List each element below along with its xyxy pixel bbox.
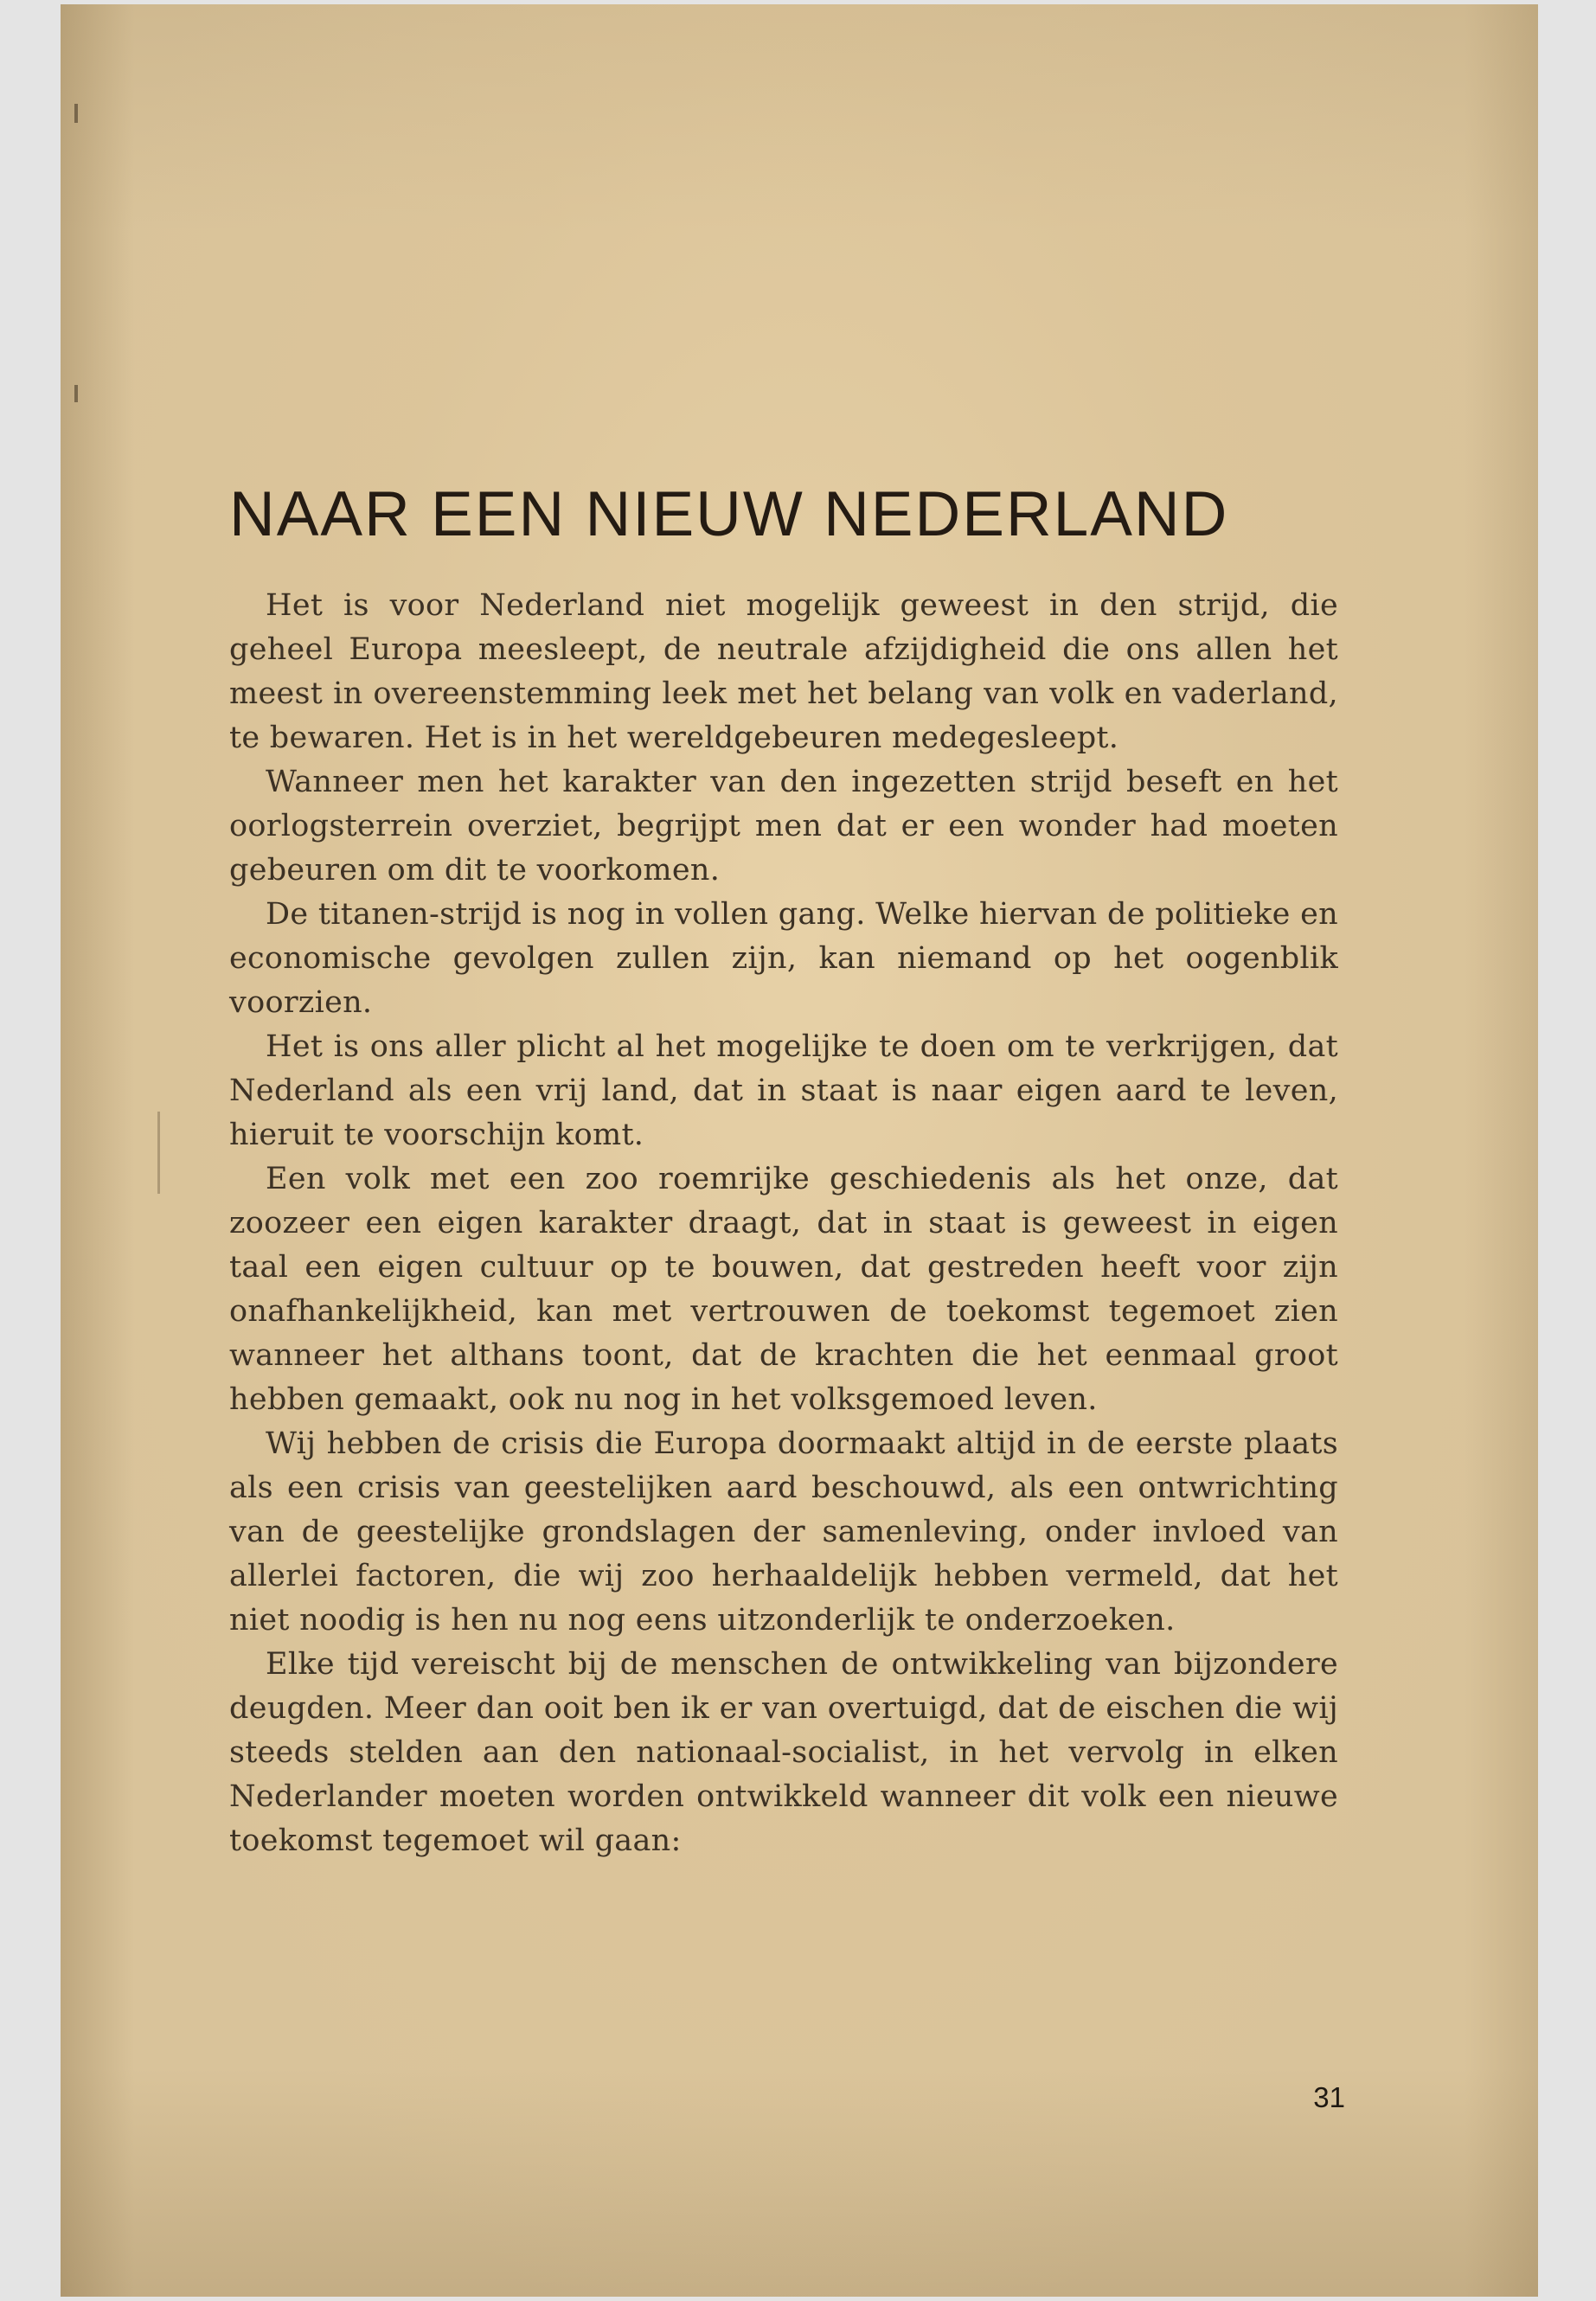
paragraph: Het is ons aller plicht al het mogelijke te doen om te verkrijgen, dat Nederland als een vrij land, dat in staat is naar eigen aard te leven, hieruit te voorschijn komt.	[229, 1029, 1338, 1152]
paragraph: Het is voor Nederland niet mogelijk geweest in den strijd, die geheel Europa meesleept, de neutrale afzijdigheid die ons allen het meest in overeenstemming leek met het belang van volk en vaderland, te bewaren. Het is in het wereldgebeuren medegesleept.	[229, 588, 1338, 755]
edge-mark	[74, 104, 78, 123]
page-title: NAAR EEN NIEUW NEDERLAND	[229, 479, 1229, 549]
paragraph: Wanneer men het karakter van den ingezetten strijd beseft en het oorlogsterrein overziet, begrijpt men dat er een wonder had moeten gebeuren om dit te voorkomen.	[229, 765, 1338, 888]
paragraph: Wij hebben de crisis die Europa doormaakt altijd in de eerste plaats als een crisis van geestelijken aard beschouwd, als een ontwrichting van de geestelijke grondslagen der samenleving, onder invloed van allerlei factoren, die wij zoo herhaaldelijk hebben vermeld, dat het niet noodig is hen nu nog eens uitzonderlijk te onderzoeken.	[229, 1426, 1338, 1638]
paragraph: De titanen-strijd is nog in vollen gang. Welke hiervan de politieke en economische gevolgen zullen zijn, kan niemand op het oogenblik voorzien.	[229, 897, 1338, 1020]
paragraph: Elke tijd vereischt bij de menschen de ontwikkeling van bijzondere deugden. Meer dan ooit ben ik er van overtuigd, dat de eischen die wij steeds stelden aan den nationaal-socialist, in het vervolg in elken Nederlander moeten worden ontwikkeld wanneer dit volk een nieuwe toekomst tegemoet wil gaan:	[229, 1647, 1338, 1858]
edge-mark	[157, 1112, 160, 1194]
page-number: 31	[1313, 2081, 1345, 2113]
edge-mark	[74, 385, 78, 402]
body-text	[229, 584, 1338, 1863]
paragraph: Een volk met een zoo roemrijke geschiedenis als het onze, dat zoozeer een eigen karakter draagt, dat in staat is geweest in eigen taal een eigen cultuur op te bouwen, dat gestreden heeft voor zijn onafhankelijkheid, kan met vertrouwen de toekomst tegemoet zien wanneer het althans toont, dat de krachten die het eenmaal groot hebben gemaakt, ook nu nog in het volksgemoed leven.	[229, 1162, 1338, 1417]
scanned-page	[61, 4, 1538, 2297]
